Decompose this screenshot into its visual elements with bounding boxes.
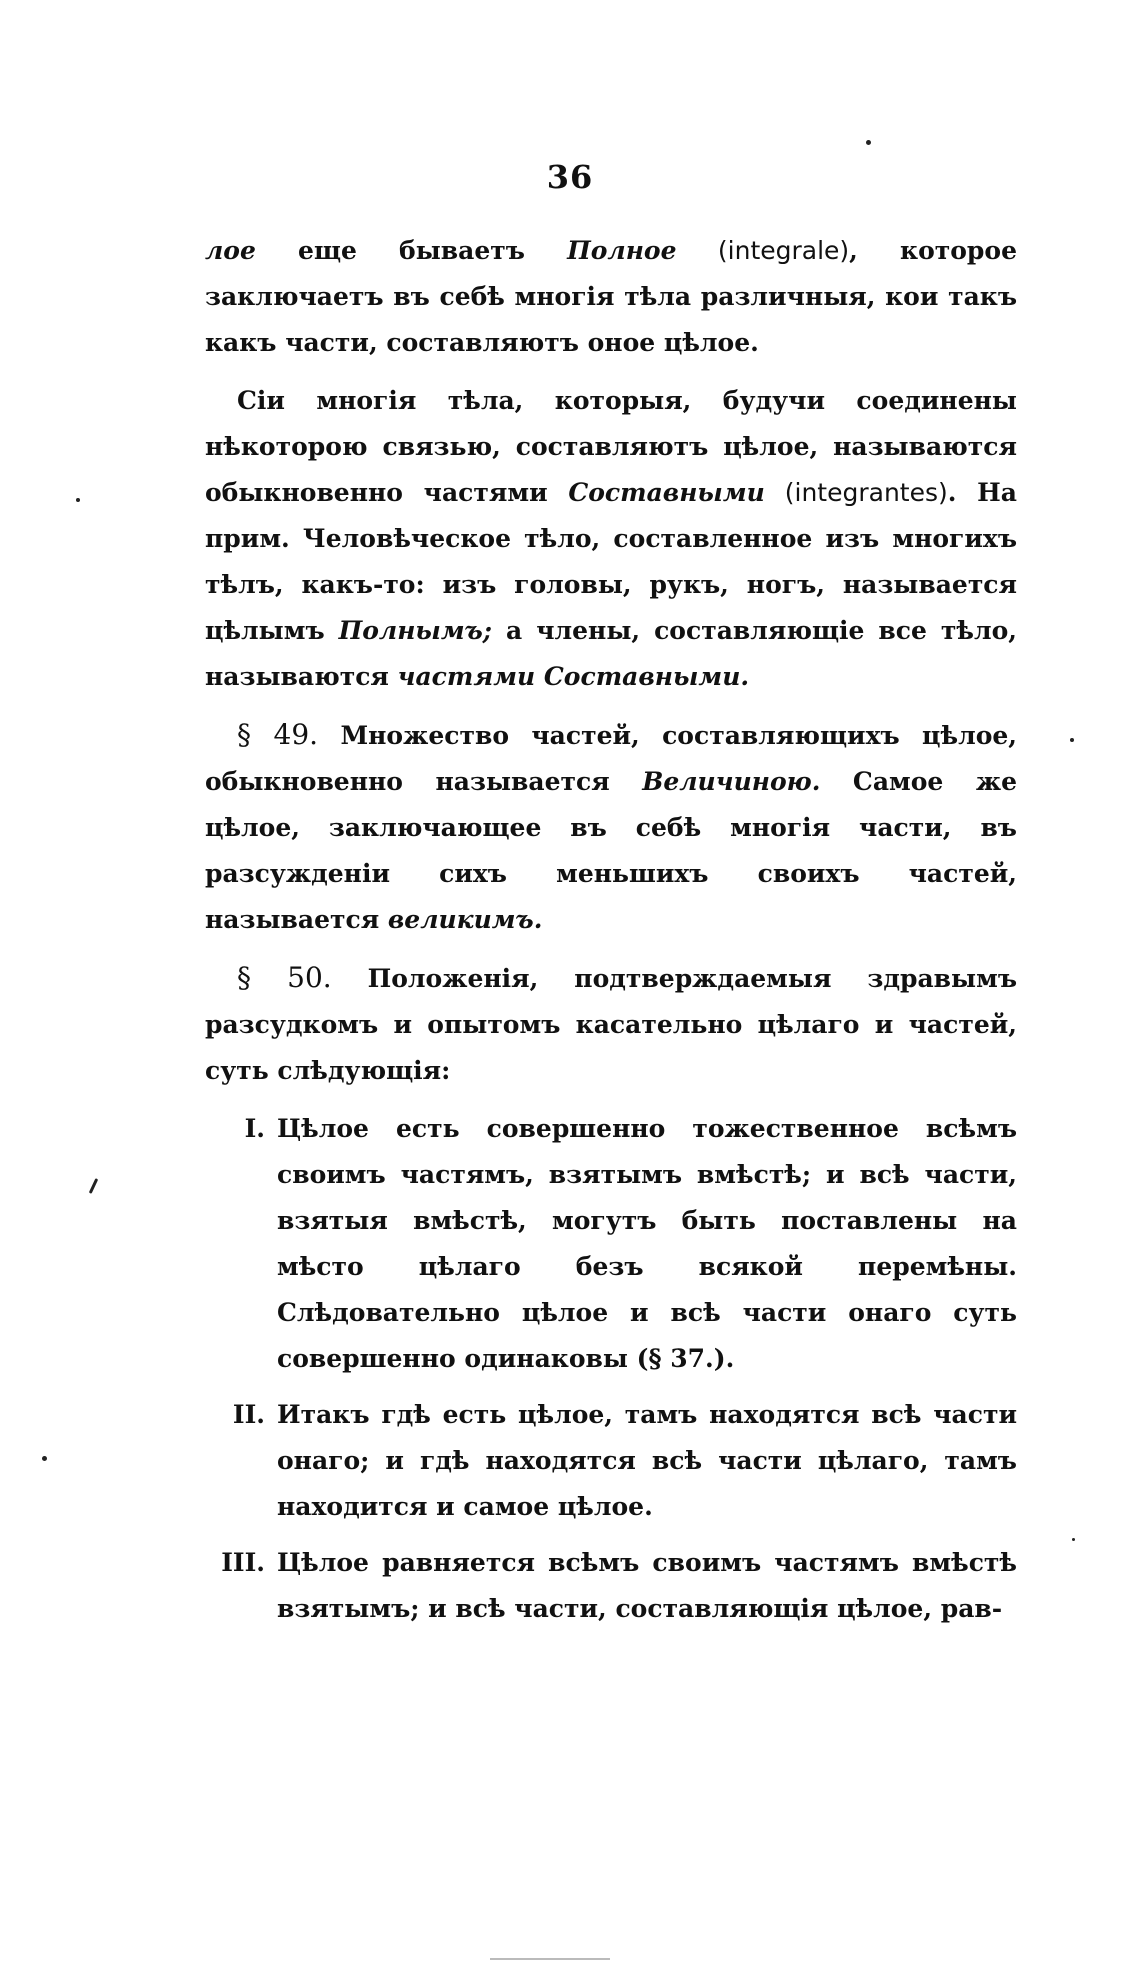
page-number: 36 [546, 158, 594, 196]
scan-speck [1072, 1538, 1075, 1541]
text-span: а члены, составляющіе все тѣло, называются [205, 616, 1017, 691]
text-span: Сіи многія тѣла, которыя, будучи соединены нѣкоторою связью, составляютъ цѣлое, называются обыкновенно частями [205, 386, 1017, 507]
italic-term: великимъ. [387, 905, 543, 934]
italic-term: Величиною. [642, 767, 821, 796]
section-mark: § 49. [237, 718, 319, 751]
text-span: еще бываетъ [255, 236, 568, 265]
scan-speck [866, 140, 871, 145]
page-body [205, 228, 1017, 1642]
italic-term: Полное [567, 236, 677, 265]
italic-term: частями Составными. [397, 662, 750, 691]
scan-speck [76, 498, 80, 502]
italic-term: Составными [568, 478, 765, 507]
scan-speck [1070, 738, 1074, 742]
list-item [205, 1392, 1017, 1530]
bottom-rule [490, 1958, 610, 1960]
list-text: Итакъ гдѣ есть цѣлое, тамъ находятся всѣ части онаго; и гдѣ находятся всѣ части цѣлаго, тамъ находится и самое цѣлое. [277, 1400, 1017, 1521]
latin-term: (integrantes) [764, 478, 948, 507]
text-span: Множество частей, составляющихъ цѣлое, обыкновенно называется [205, 721, 1017, 796]
text-span: , которое заключаетъ въ себѣ многія тѣла различныя, кои такъ какъ части, составляютъ оное цѣлое. [205, 236, 1017, 357]
list-text: Цѣлое равняется всѣмъ своимъ частямъ вмѣстѣ взятымъ; и всѣ части, составляющія цѣлое, рав- [277, 1548, 1017, 1623]
text-span: Положенія, подтверждаемыя здравымъ разсудкомъ и опытомъ касательно цѣлаго и частей, суть слѣдующія: [205, 964, 1018, 1085]
text-span: Самое же цѣлое, заключающее въ себѣ многія части, въ разсужденіи сихъ меньшихъ своихъ частей, называется [205, 767, 1017, 934]
list-item [205, 1540, 1017, 1632]
text-span: . На прим. Человѣческое тѣло, составленное изъ многихъ тѣлъ, какъ-то: изъ головы, рукъ, ногъ, называется цѣлымъ [205, 478, 1017, 645]
paragraph-section-50 [205, 955, 1017, 1094]
list-number: I. [244, 1114, 265, 1143]
list-item [205, 1106, 1017, 1382]
paragraph-2 [205, 378, 1017, 700]
italic-term: Полнымъ; [338, 616, 493, 645]
latin-term: (integrale) [676, 236, 850, 265]
italic-word: лое [205, 236, 256, 265]
scan-speck [89, 1178, 98, 1194]
scan-speck [42, 1456, 47, 1461]
list-number: III. [221, 1548, 265, 1577]
list-number: II. [232, 1400, 265, 1429]
list-text: Цѣлое есть совершенно тожественное всѣмъ своимъ частямъ, взятымъ вмѣстѣ; и всѣ части, взятыя вмѣстѣ, могутъ быть поставлены на мѣсто цѣлаго безъ всякой перемѣны. Слѣдовательно цѣлое и всѣ части онаго суть совершенно одинаковы (§ 37.). [277, 1114, 1017, 1373]
section-mark: § 50. [237, 961, 332, 994]
paragraph-section-49 [205, 712, 1017, 943]
paragraph-1 [205, 228, 1017, 366]
